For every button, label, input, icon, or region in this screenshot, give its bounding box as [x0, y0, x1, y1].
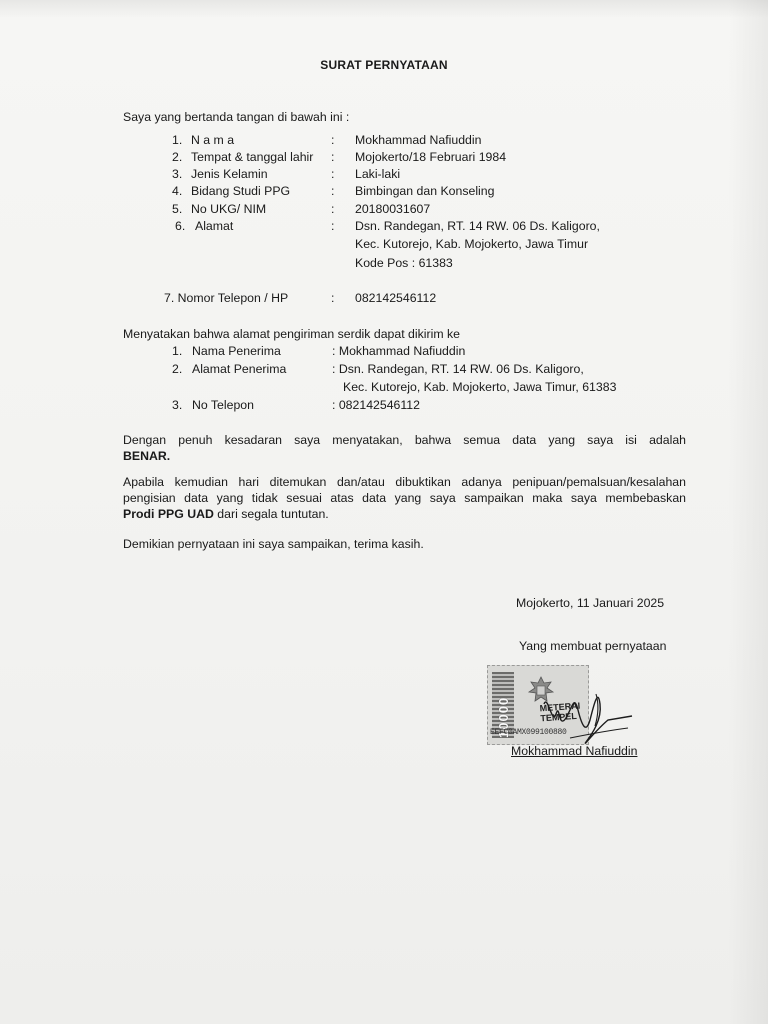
intro-text: Saya yang bertanda tangan di bawah ini : [123, 110, 350, 124]
paragraph-bold-word: BENAR. [123, 449, 171, 463]
document-title: SURAT PERNYATAAN [320, 58, 448, 72]
phone-separator: : [331, 291, 335, 305]
paragraph-line: pengisian data yang tidak sesuai atas data yang saya sampaikan maka saya membebaskan [123, 491, 686, 505]
row-number: 1. [172, 133, 183, 147]
institution-name: Prodi PPG UAD [123, 507, 214, 521]
row-value: Bimbingan dan Konseling [355, 184, 495, 198]
phone-label: 7. Nomor Telepon / HP [164, 291, 289, 305]
row-label: Jenis Kelamin [191, 167, 268, 181]
row-number: 6. [175, 219, 186, 233]
row-value: : 082142546112 [332, 398, 420, 412]
row-separator: : [331, 150, 335, 164]
row-label: Tempat & tanggal lahir [191, 150, 314, 164]
row-value: Mokhammad Nafiuddin [355, 133, 482, 147]
stamp-label-line: METERAI [539, 700, 581, 714]
row-number: 2. [172, 362, 183, 376]
row-value: : Dsn. Randegan, RT. 14 RW. 06 Ds. Kaligoro, [332, 362, 584, 376]
row-label: Nama Penerima [192, 344, 281, 358]
row-number: 3. [172, 167, 183, 181]
handwritten-signature [500, 664, 640, 754]
row-separator: : [331, 184, 335, 198]
row-number: 3. [172, 398, 183, 412]
paragraph-liability [123, 474, 686, 522]
row-separator: : [331, 167, 335, 181]
paragraph-line [123, 506, 686, 522]
paragraph-line: Apabila kemudian hari ditemukan dan/atau dibuktikan adanya penipuan/pemalsuan/kesalahan [123, 475, 686, 489]
stamp-serial: EEFC0AMX099100880 [490, 728, 567, 737]
row-number: 2. [172, 150, 183, 164]
place-date: Mojokerto, 11 Januari 2025 [516, 596, 665, 610]
row-value: Dsn. Randegan, RT. 14 RW. 06 Ds. Kaligoro, [355, 219, 600, 233]
signer-caption: Yang membuat pernyataan [519, 639, 667, 653]
row-label: Alamat [195, 219, 234, 233]
statement-text: Menyatakan bahwa alamat pengiriman serdik dapat dikirim ke [123, 327, 460, 341]
phone-value: 082142546112 [355, 291, 437, 305]
row-separator: : [331, 202, 335, 216]
row-value: 20180031607 [355, 202, 431, 216]
row-number: 4. [172, 184, 183, 198]
row-value: Laki-laki [355, 167, 401, 181]
row-number: 5. [172, 202, 183, 216]
row-label: Bidang Studi PPG [191, 184, 291, 198]
row-label: Alamat Penerima [192, 362, 287, 376]
recipient-address-line-2: Kec. Kutorejo, Kab. Mojokerto, Jawa Timur, 61383 [343, 380, 617, 394]
row-label: N a m a [191, 133, 235, 147]
address-line-3: Kode Pos : 61383 [355, 256, 453, 270]
row-label: No UKG/ NIM [191, 202, 267, 216]
paragraph-truth-declaration [123, 432, 686, 464]
row-value: : Mokhammad Nafiuddin [332, 344, 466, 358]
scan-edge-shade [728, 0, 768, 1024]
row-value: Mojokerto/18 Februari 1984 [355, 150, 507, 164]
address-line-2: Kec. Kutorejo, Kab. Mojokerto, Jawa Timur [355, 237, 589, 251]
paragraph-line: Dengan penuh kesadaran saya menyatakan, bahwa semua data yang saya isi adalah [123, 433, 686, 447]
closing-text: Demikian pernyataan ini saya sampaikan, terima kasih. [123, 537, 424, 551]
stamp-label-line: TEMPEL [540, 710, 578, 724]
row-label: No Telepon [192, 398, 254, 412]
paragraph-tail: dari segala tuntutan. [213, 507, 329, 521]
stamp-value: 10000 [496, 696, 511, 738]
signer-name: Mokhammad Nafiuddin [511, 744, 638, 758]
row-separator: : [331, 133, 335, 147]
row-separator: : [331, 219, 335, 233]
row-number: 1. [172, 344, 183, 358]
scan-shadow [0, 0, 768, 18]
